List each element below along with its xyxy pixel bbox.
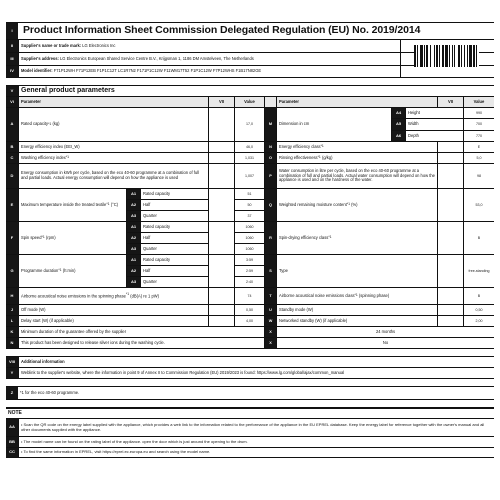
row-eei: B Energy efficiency index (EEI_W) 46,0 N Energy efficiency class *1 E: [6, 141, 494, 152]
col-vii-right: VII: [437, 97, 463, 107]
note-c: CC • To find the same information in EPREL, visit https://eprel.ec.europa.eu and search using the model name.: [6, 447, 494, 458]
barcode-image: [414, 45, 490, 67]
row-temperature: E Maximum temperature inside the treated textile *1 (°C) A1 Rated capacity A2 Half A3 Quarter 51 50 37 Q Weighted remaining moisture content *1 (%) 53,0: [6, 188, 494, 221]
row-number: VI: [6, 97, 18, 107]
note-header: NOTE: [6, 407, 494, 418]
note-a: AA • Scan the QR code on the energy label supplied with the appliance, which provides a web link to the information related to the performance of the appliance in the EU EPREL database. Keep the energy label for reference together with the owner's manual and all other documents supplied with the appliance.: [6, 418, 494, 436]
column-header-row: [6, 96, 494, 107]
footnote-row: Z *1 for the eco 40-60 programme.: [6, 386, 494, 399]
row-energy-water: D Energy consumption in kWh per cycle, based on the eco 40-60 programme at a combination of full and partial loads. Actual energy consumption will depend on how the appliance is used 1,007 P Water consumption in litre per cycle, based on the eco 40-60 programme at a combination of full and partial loads. Actual water consumption will depend on how the appliance is used and on the hardness of the water. 98: [6, 163, 494, 188]
section-title: General product parameters: [18, 86, 494, 96]
row-number: II: [6, 40, 18, 52]
row-off-mode: J Off mode (W) 0,50 U Standby mode (W) 0,50: [6, 304, 494, 315]
title-row: [6, 22, 494, 39]
weblink-row: Y Weblink to the supplier's website, where the information in point 9 of Annex II to Commission Regulation (EU) 2019/2023 is found: https://www.lg.com/global/ajax/common_manual: [6, 367, 494, 378]
row-delay-start: L Delay start (W) (if applicable) 4,00 W Networked standby (W) (if applicable) 2,00: [6, 315, 494, 326]
additional-info-header: VIII Additional information: [6, 356, 494, 367]
row-number: III: [6, 53, 18, 65]
row-spin-speed: F Spin speed *1 (rpm) A1 Rated capacity A2 Half A3 Quarter 1060 1060 1060 R Spin-drying efficiency class *1 B: [6, 221, 494, 254]
product-information-sheet: [6, 22, 494, 477]
row-capacity-dimension: A Rated capacity *1 (kg) 17,0 M Dimension in cm A4 Height A5 Width A6 Depth 990 700 770: [6, 107, 494, 141]
col-parameter-right: Parameter: [276, 97, 437, 107]
note-b: BB • The model name can be found on the rating label of the appliance. open the door which is just around the opening to the drum.: [6, 436, 494, 447]
col-value: Value: [234, 97, 264, 107]
row-silver-ions: N This product has been designed to release silver ions during the washing cycle. X No: [6, 337, 494, 348]
col-parameter: Parameter: [18, 97, 208, 107]
supplier-name-label: Supplier's name or trade mark:: [21, 42, 82, 48]
row-duration: G Programme duration *1 (h:min) A1 Rated capacity A2 Half A3 Quarter 3:59 2:59 2:40 S Type free-standing: [6, 254, 494, 287]
supplier-address-label: Supplier's address:: [21, 55, 59, 61]
col-value-right: Value: [463, 97, 494, 107]
row-number: IV: [6, 66, 18, 77]
row-washing: C Washing efficiency index *1 1,031 O Rinsing effectiveness *1 (g/kg) 5,0: [6, 152, 494, 163]
model-identifiers: F71P12WH F71P12EB F1P1C12T LC1R7N2 F171P1C12W F11WM17T52 F1P1C12W F7P12WHS F1B17N82GE: [53, 68, 262, 74]
row-noise: H Airborne acoustical noise emissions in the spinning phase$^{*1}$ (dB(A) re 1 pW) 74 T Airborne acoustical noise emissions class *1 (spinning phase) B: [6, 287, 494, 304]
barcode-bar: [477, 45, 479, 67]
supplier-name: LG Electronics Inc: [82, 42, 116, 48]
row-number: I: [6, 23, 18, 39]
page-title: Product Information Sheet Commission Delegated Regulation (EU) No. 2019/2014: [23, 24, 421, 37]
model-label: Model identifier:: [21, 68, 53, 74]
supplier-address: LG Electronics European Shared Service Centre B.V., Krijgsman 1, 1186 DM Amstelveen, The Netherlands: [59, 55, 254, 61]
row-number: V: [6, 86, 18, 96]
col-vii: VII: [208, 97, 234, 107]
weblink-text[interactable]: Weblink to the supplier's website, where the information in point 9 of Annex II to Commission Regulation (EU) 2019/2023 is found: https://www.lg.com/global/ajax/common_manual: [18, 368, 494, 378]
rated-capacity-value: 17,0: [234, 108, 264, 141]
general-parameters-header: [6, 85, 494, 96]
row-guarantee: K Minimum duration of the guarantee offered by the supplier X 24 months: [6, 326, 494, 337]
